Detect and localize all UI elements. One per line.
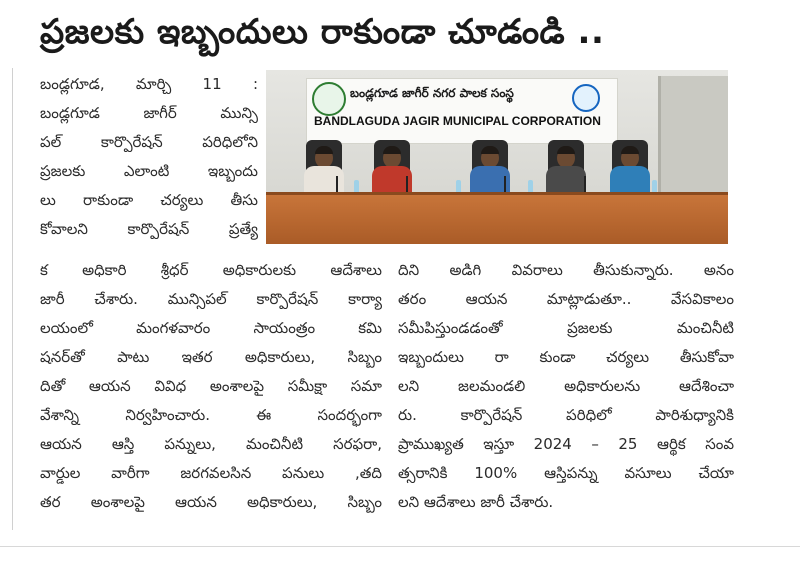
municipal-emblem-icon [312,82,346,116]
article-line: వార్డుల వారీగా జరగవలసిన పనులు ,తది [40,464,382,482]
article-line: తర అంశాలపై ఆయన అధికారులు, సిబ్బం [40,493,382,511]
conference-table [266,192,728,244]
article-line: బండ్లగూడ జాగీర్ మున్సి [40,104,258,122]
article-line: లని ఆదేశాలు జారీ చేశారు. [398,493,554,511]
article-line: జారీ చేశారు. మున్సిపల్ కార్పొరేషన్ కార్యా [40,290,382,308]
article-line: ఇబ్బందులు రా కుండా చర్యలు తీసుకోవా [398,348,734,366]
article-line: కోవాలని కార్పొరేషన్ ప్రత్యే [40,220,258,238]
column-rule [12,68,13,530]
article-line: క అధికారి శ్రీధర్ అధికారులకు ఆదేశాలు [40,261,382,279]
banner-english-text: BANDLAGUDA JAGIR MUNICIPAL CORPORATION [314,114,601,128]
article-top-left [40,70,258,244]
meeting-photo [266,70,728,244]
article-line: త్సరానికి 100% ఆస్తిపన్ను వసూలు చేయా [398,464,734,482]
banner-telugu-text: బండ్లగూడ జాగీర్ నగర పాలక సంస్థ [350,86,514,100]
article-line: సమీపిస్తుండడంతో ప్రజలకు మంచినీటి [398,319,734,337]
article-line: బండ్లగూడ, మార్చి 11 : [40,75,258,93]
article-line: లయంలో మంగళవారం సాయంత్రం కమి [40,319,382,337]
article-line: పల్ కార్పొరేషన్ పరిధిలోని [40,133,258,151]
article-right [398,256,734,517]
headline: ప్రజలకు ఇబ్బందులు రాకుండా చూడండి .. [40,12,605,52]
article-line: దితో ఆయన వివిధ అంశాలపై సమీక్షా సమా [40,377,382,395]
article-line: లు రాకుండా చర్యలు తీసు [40,191,258,209]
article-line: ఆయన ఆస్తి పన్నులు, మంచినీటి సరఫరా, [40,435,382,453]
article-line: ప్రజలకు ఎలాంటి ఇబ్బందు [40,162,258,180]
article-line: దిని అడిగి వివరాలు తీసుకున్నారు. అనం [398,261,734,279]
article-bottom-left [40,256,382,517]
article-line: షనర్‌తో పాటు ఇతర అధికారులు, సిబ్బం [40,348,382,366]
article-line: రు. కార్పొరేషన్ పరిధిలో పారిశుధ్యానికి [398,406,734,424]
article-line: లని జలమండలి అధికారులను ఆదేశించా [398,377,734,395]
bottom-rule [0,546,800,547]
article-line: ప్రాముఖ్యత ఇస్తూ 2024 – 25 ఆర్థిక సంవ [398,435,734,453]
corporation-seal-icon [572,84,600,112]
article-line: తరం ఆయన మాట్లాడుతూ.. వేసవికాలం [398,290,734,308]
article-line: వేశాన్ని నిర్వహించారు. ఈ సందర్భంగా [40,406,382,424]
photo-door [658,76,728,206]
